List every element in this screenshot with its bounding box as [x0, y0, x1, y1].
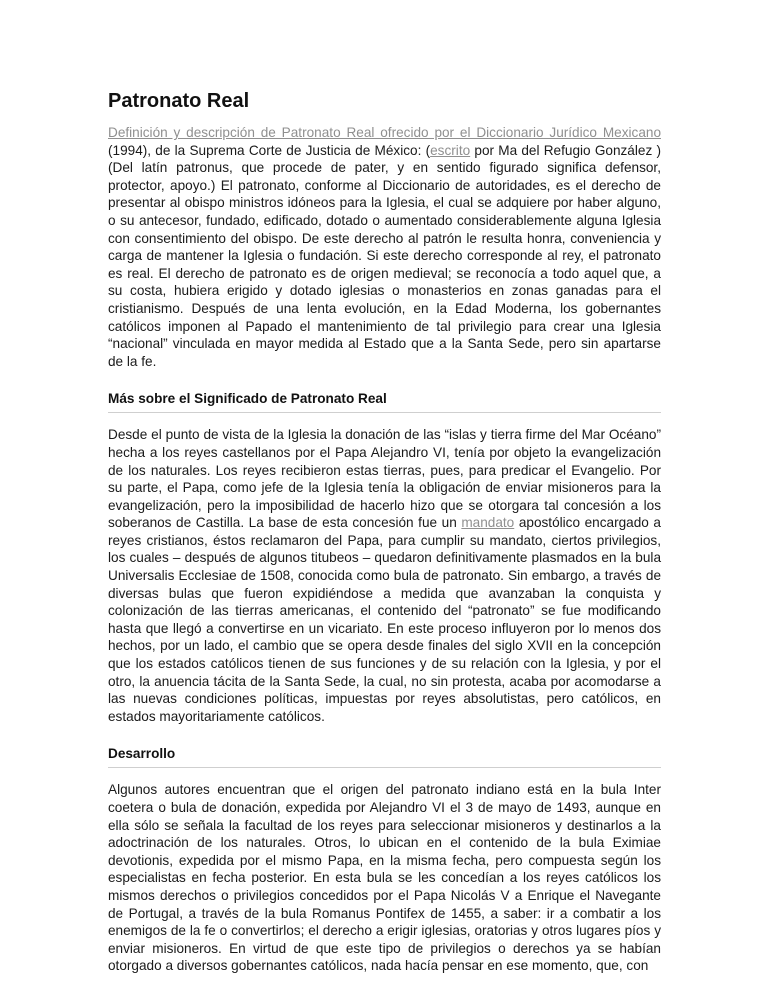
- section-heading-desarrollo: Desarrollo: [108, 745, 661, 768]
- intro-text-2: por Ma del Refugio González ) (Del latín patronus, que procede de pater, y en sentido figurado significa defensor, protector, apoyo.) El patronato, conforme al Diccionario de autoridades, es el derecho de presentar al obispo ministros idóneos para la Iglesia, el cual se adquiere por haber alguno, o su antecesor, fundado, edificado, dotado o aumentado considerablemente alguna Iglesia con consentimiento del obispo. De este derecho al patrón le resulta honra, conveniencia y carga de mantener la Iglesia o fundación. Si este derecho corresponde al rey, el patronato es real. El derecho de patronato es de origen medieval; se reconocía a todo aquel que, a su costa, hubiera erigido y dotado iglesias o monasterios en zonas ganadas para el cristianismo. Después de una lenta evolución, en la Edad Moderna, los gobernantes católicos imponen al Papado el mantenimiento de tal privilegio para crear una Iglesia “nacional” vinculada en mayor medida al Estado que a la Santa Sede, pero sin apartarse de la fe.: [108, 142, 661, 369]
- intro-paragraph: [108, 124, 661, 370]
- page-title: Patronato Real: [108, 90, 250, 112]
- significado-text-1: Desde el punto de vista de la Iglesia la donación de las “islas y tierra firme del Mar Océano” hecha a los reyes castellanos por el Papa Alejandro VI, tenía por objeto la evangelización de los naturales. Los reyes recibieron estas tierras, pues, para predicar el Evangelio. Por su parte, el Papa, como jefe de la Iglesia tenía la obligación de enviar misioneros para la evangelización, pero la imposibilidad de hacerlo hizo que se otorgara tal concesión a los soberanos de Castilla. La base de esta concesión fue un: [108, 427, 661, 531]
- significado-text-2: apostólico encargado a reyes cristianos, éstos reclamaron del Papa, para cumplir su mandato, ciertos privilegios, los cuales – después de algunos titubeos – quedaron definitivamente plasmados en la bula Universalis Ecclesiae de 1508, conocida como bula de patronato. Sin embargo, a través de diversas bulas que fueron expidiéndose a medida que avanzaban la conquista y colonización de las tierras americanas, el contenido del “patronato” se fue modificando hasta que llegó a convertirse en un vicariato. En este proceso influyeron por lo menos dos hechos, por un lado, el cambio que se opera desde finales del siglo XVII en la concepción que los estados católicos tienen de sus funciones y de su relación con la Iglesia, y por el otro, la anuencia tácita de la Santa Sede, la cual, no sin protesta, acaba por acomodarse a las nuevas condiciones políticas, impuestas por reyes absolutistas, pero católicos, en estados mayoritariamente católicos.: [108, 515, 661, 724]
- document-page: [108, 88, 661, 975]
- dictionary-link[interactable]: Definición y descripción de Patronato Real ofrecido por el Diccionario Jurídico Mexicano: [108, 125, 661, 140]
- significado-paragraph: [108, 426, 661, 725]
- mandato-link[interactable]: mandato: [461, 515, 515, 531]
- escrito-link[interactable]: escrito: [430, 142, 471, 158]
- desarrollo-paragraph: Algunos autores encuentran que el origen del patronato indiano está en la bula Inter coetera o bula de donación, expedida por Alejandro VI el 3 de mayo de 1493, aunque en ella sólo se señala la facultad de los reyes para seleccionar misioneros y destinarlos a la adoctrinación de los naturales. Otros, lo ubican en el contenido de la bula Eximiae devotionis, expedida por el mismo Papa, en la misma fecha, pero compuesta según los especialistas en fecha posterior. En esta bula se les concedían a los reyes católicos los mismos derechos o privilegios concedidos por el Papa Nicolás V a Enrique el Navegante de Portugal, a través de la bula Romanus Pontifex de 1455, a saber: ir a combatir a los enemigos de la fe o convertirlos; el derecho a erigir iglesias, oratorias y otros lugares píos y enviar misioneros. En virtud de que este tipo de privilegios o derechos ya se habían otorgado a diversos gobernantes católicos, nada hacía pensar en ese momento, que, con: [108, 782, 661, 974]
- intro-text-1: (1994), de la Suprema Corte de Justicia de México: (: [108, 142, 431, 158]
- section-heading-significado: Más sobre el Significado de Patronato Real: [108, 390, 661, 413]
